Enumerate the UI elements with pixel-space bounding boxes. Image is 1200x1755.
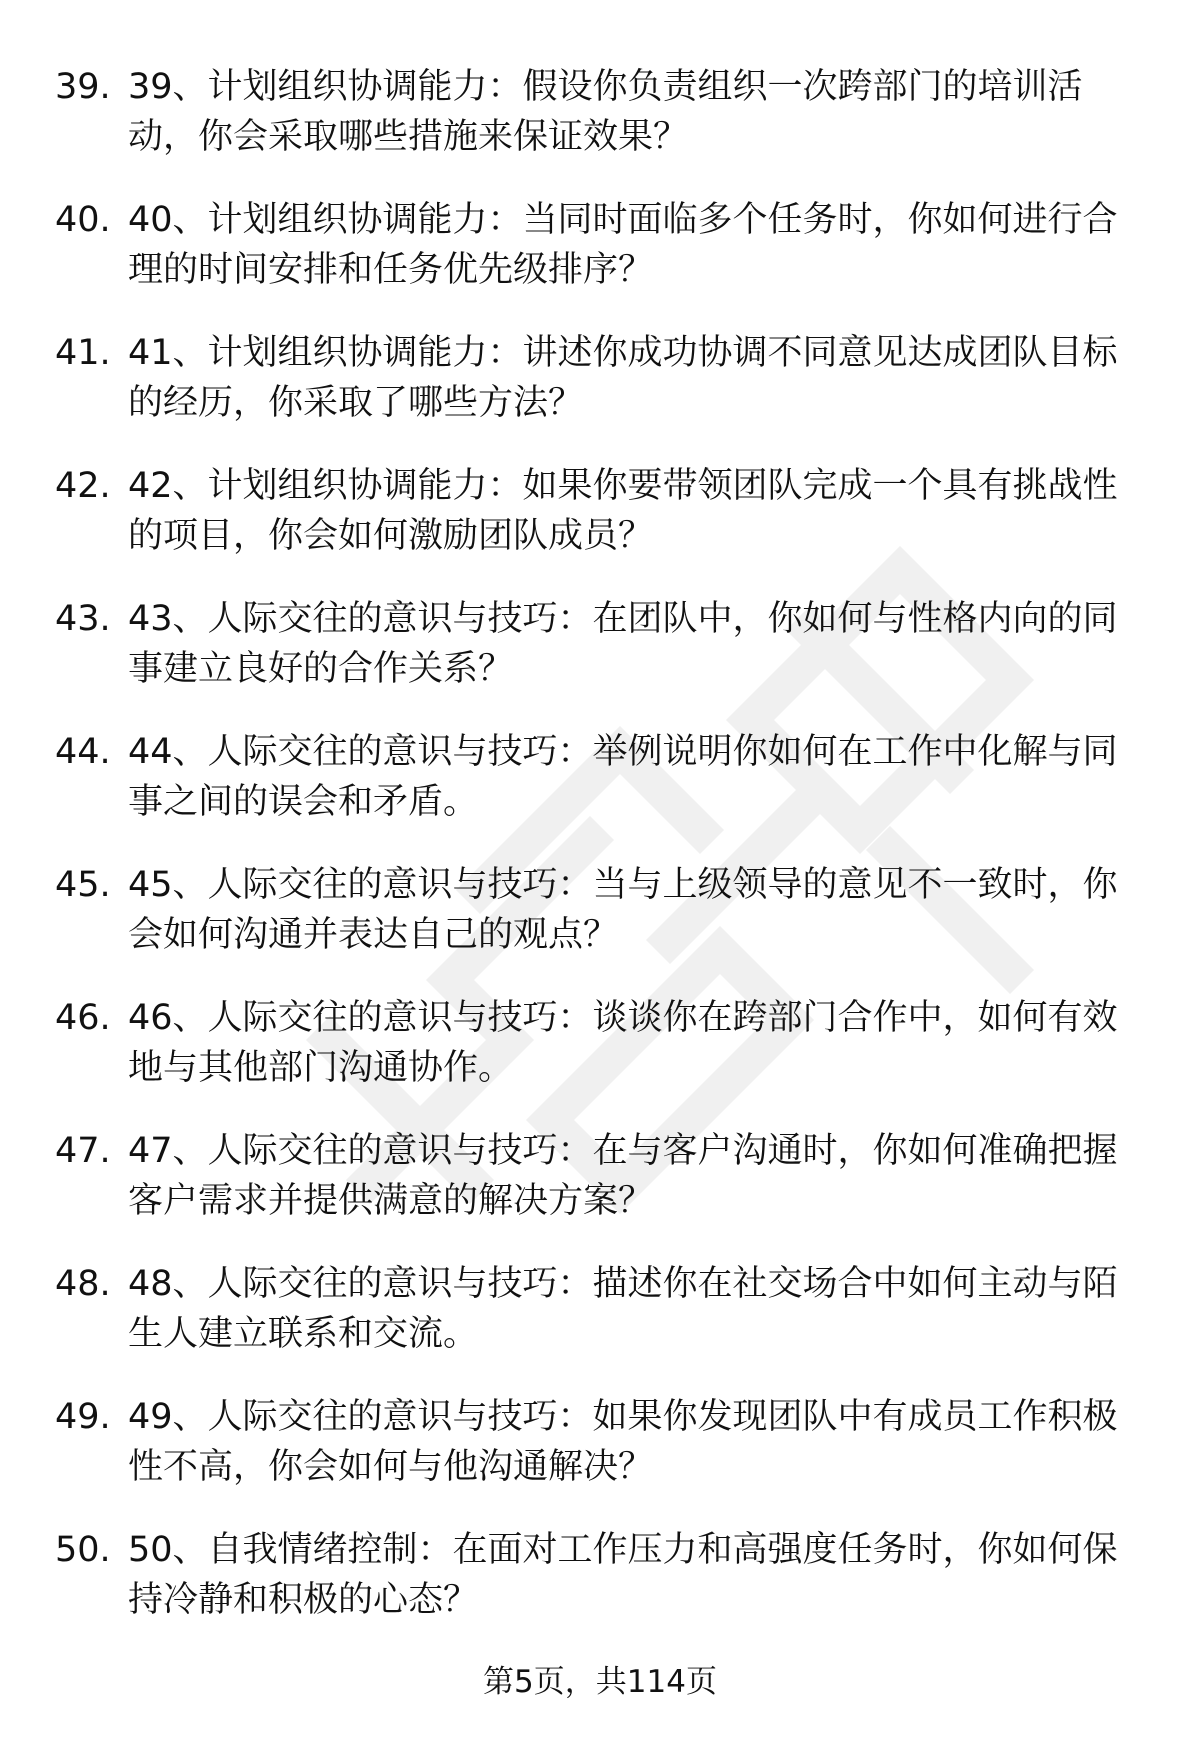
list-item: [0, 1386, 1200, 1519]
list-item: [0, 189, 1200, 322]
question-text: 50、自我情绪控制：在面对工作压力和高强度任务时，你如何保持冷静和积极的心态？: [128, 1530, 1118, 1620]
item-number: 40.: [55, 200, 111, 240]
item-number: 44.: [55, 732, 111, 772]
question-text: 45、人际交往的意识与技巧：当与上级领导的意见不一致时，你会如何沟通并表达自己的观点？: [128, 865, 1118, 955]
list-item: [0, 455, 1200, 588]
item-number: 43.: [55, 599, 111, 639]
question-text: 41、计划组织协调能力：讲述你成功协调不同意见达成团队目标的经历，你采取了哪些方法？: [128, 333, 1118, 423]
list-item: [0, 588, 1200, 721]
question-text: 47、人际交往的意识与技巧：在与客户沟通时，你如何准确把握客户需求并提供满意的解决方案？: [128, 1131, 1118, 1221]
list-item: [0, 854, 1200, 987]
question-text: 40、计划组织协调能力：当同时面临多个任务时，你如何进行合理的时间安排和任务优先级排序？: [128, 200, 1118, 290]
item-number: 46.: [55, 998, 111, 1038]
page-number: 第5页，共114页: [483, 1664, 717, 1700]
list-item: [0, 56, 1200, 189]
question-list: [0, 56, 1200, 1652]
question-text: 49、人际交往的意识与技巧：如果你发现团队中有成员工作积极性不高，你会如何与他沟通解决？: [128, 1397, 1118, 1487]
item-number: 48.: [55, 1264, 111, 1304]
question-text: 44、人际交往的意识与技巧：举例说明你如何在工作中化解与同事之间的误会和矛盾。: [128, 732, 1118, 822]
list-item: [0, 1519, 1200, 1652]
question-text: 48、人际交往的意识与技巧：描述你在社交场合中如何主动与陌生人建立联系和交流。: [128, 1264, 1118, 1354]
item-number: 49.: [55, 1397, 111, 1437]
item-number: 47.: [55, 1131, 111, 1171]
list-item: [0, 987, 1200, 1120]
question-text: 43、人际交往的意识与技巧：在团队中，你如何与性格内向的同事建立良好的合作关系？: [128, 599, 1118, 689]
item-number: 45.: [55, 865, 111, 905]
question-text: 46、人际交往的意识与技巧：谈谈你在跨部门合作中，如何有效地与其他部门沟通协作。: [128, 998, 1118, 1088]
list-item: [0, 322, 1200, 455]
list-item: [0, 721, 1200, 854]
question-text: 42、计划组织协调能力：如果你要带领团队完成一个具有挑战性的项目，你会如何激励团队成员？: [128, 466, 1118, 556]
item-number: 41.: [55, 333, 111, 373]
list-item: [0, 1253, 1200, 1386]
question-text: 39、计划组织协调能力：假设你负责组织一次跨部门的培训活动，你会采取哪些措施来保证效果？: [128, 67, 1083, 157]
item-number: 50.: [55, 1530, 111, 1570]
list-item: [0, 1120, 1200, 1253]
item-number: 42.: [55, 466, 111, 506]
item-number: 39.: [55, 67, 111, 107]
